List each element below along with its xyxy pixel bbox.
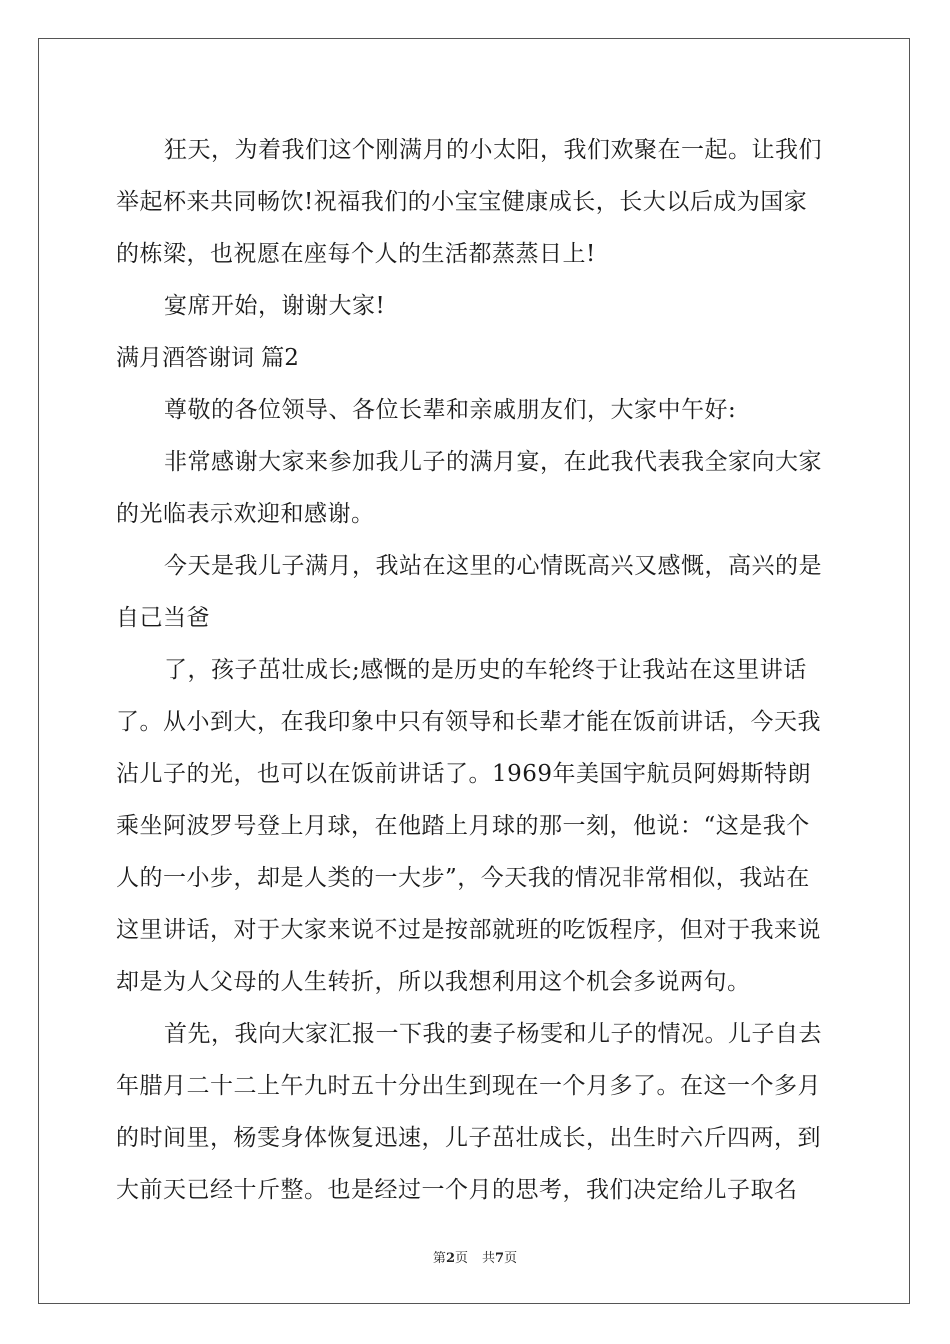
document-body	[116, 124, 834, 1216]
page-footer	[0, 1247, 950, 1266]
text-line: 尊敬的各位领导、各位长辈和亲戚朋友们，大家中午好:	[164, 397, 737, 423]
text-line: 人的一小步，却是人类的一大步”，今天我的情况非常相似，我站在	[116, 865, 810, 891]
text-line: 的时间里，杨雯身体恢复迅速，儿子茁壮成长，出生时六斤四两，到	[116, 1125, 821, 1151]
text-line: 这里讲话，对于大家来说不过是按部就班的吃饭程序，但对于我来说	[116, 917, 821, 943]
text-line: 乘坐阿波罗号登上月球，在他踏上月球的那一刻，他说：“这是我个	[116, 813, 810, 839]
text-line: 举起杯来共同畅饮!祝福我们的小宝宝健康成长，长大以后成为国家	[116, 189, 808, 215]
page-number: 2	[445, 1251, 455, 1266]
text-line: 宴席开始，谢谢大家!	[164, 293, 386, 319]
page-suffix: 页	[454, 1251, 468, 1266]
text-line: 今天是我儿子满月，我站在这里的心情既高兴又感慨，高兴的是	[164, 553, 822, 579]
text-line: 沾儿子的光，也可以在饭前讲话了。1969年美国宇航员阿姆斯特朗	[116, 761, 812, 787]
text-line: 了，孩子茁壮成长;感慨的是历史的车轮终于让我站在这里讲话	[164, 657, 807, 683]
paragraph	[116, 124, 834, 280]
paragraph	[116, 384, 834, 436]
text-line: 的光临表示欢迎和感谢。	[116, 501, 375, 527]
section-heading: 满月酒答谢词 篇2	[116, 345, 299, 371]
text-line: 非常感谢大家来参加我儿子的满月宴，在此我代表我全家向大家	[164, 449, 822, 475]
paragraph	[116, 1008, 834, 1216]
paragraph	[116, 280, 834, 332]
text-line: 的栋梁，也祝愿在座每个人的生活都蒸蒸日上!	[116, 241, 596, 267]
text-line: 却是为人父母的人生转折，所以我想利用这个机会多说两句。	[116, 969, 751, 995]
text-line: 大前天已经十斤整。也是经过一个月的思考，我们决定给儿子取名	[116, 1177, 798, 1203]
paragraph	[116, 540, 834, 644]
text-line: 首先，我向大家汇报一下我的妻子杨雯和儿子的情况。儿子自去	[164, 1021, 822, 1047]
text-line: 自己当爸	[116, 605, 210, 631]
page-prefix: 第	[432, 1251, 446, 1266]
text-line: 狂天，为着我们这个刚满月的小太阳，我们欢聚在一起。让我们	[164, 137, 822, 163]
total-suffix: 页	[504, 1251, 518, 1266]
paragraph	[116, 436, 834, 540]
total-prefix: 共	[482, 1251, 496, 1266]
text-line: 了。从小到大，在我印象中只有领导和长辈才能在饭前讲话，今天我	[116, 709, 821, 735]
text-line: 年腊月二十二上午九时五十分出生到现在一个月多了。在这一个多月	[116, 1073, 821, 1099]
paragraph	[116, 644, 834, 1008]
total-pages: 7	[495, 1251, 505, 1266]
